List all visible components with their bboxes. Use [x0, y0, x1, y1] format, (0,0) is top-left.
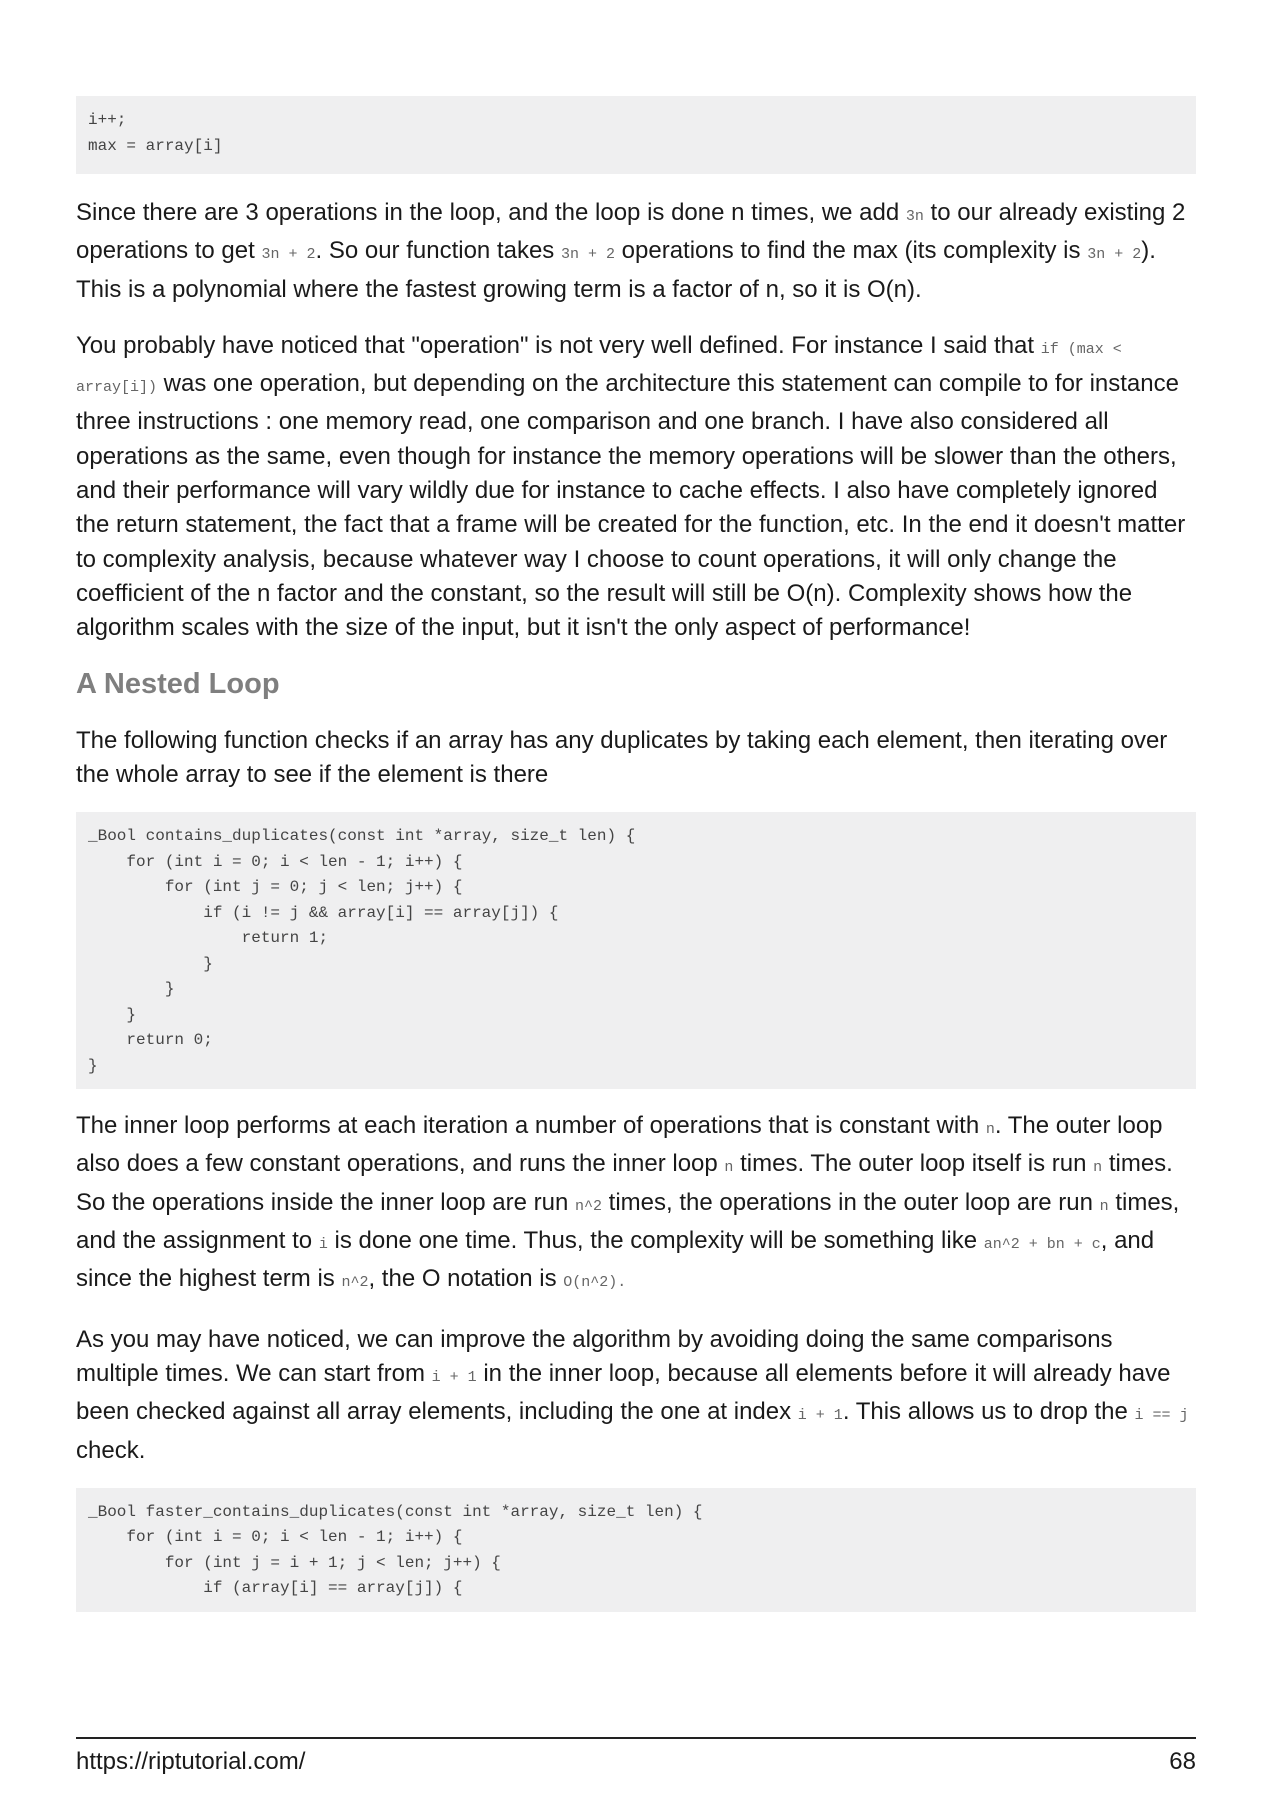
text-run: times, the operations in the outer loop are run	[602, 1188, 1100, 1216]
code-line: }	[88, 954, 213, 973]
code-line: if (i != j && array[i] == array[j]) {	[88, 903, 559, 922]
paragraph	[76, 196, 1196, 307]
page-number: 68	[1169, 1748, 1196, 1775]
code-line: for (int i = 0; i < len - 1; i++) {	[88, 1528, 463, 1547]
text-run: , the O notation is	[368, 1265, 564, 1293]
text-run: . This allows us to drop the	[842, 1398, 1135, 1426]
inline-code: n	[985, 1121, 995, 1139]
text-run: The inner loop performs at each iteration a number of operations that is constant with	[76, 1112, 986, 1140]
paragraph	[76, 1323, 1196, 1468]
text-run: check.	[76, 1436, 146, 1464]
text-run: The following function checks if an array has any duplicates by taking each element, then iterating over the whole array to see if the element is there	[76, 726, 1168, 788]
text-run: is done one time. Thus, the complexity will be something like	[327, 1227, 984, 1255]
inline-code: n^2	[575, 1197, 603, 1215]
code-line: _Bool faster_contains_duplicates(const int *array, size_t len) {	[88, 1502, 703, 1521]
text-run: to our already existing 2 operations to get	[76, 199, 1186, 265]
text-run: , and since the highest term is	[76, 1227, 1155, 1293]
code-line: }	[88, 1005, 137, 1024]
code-line: }	[88, 980, 175, 999]
text-run: ). This is a polynomial where the fastest growing term is a factor of n, so it is O(n).	[76, 237, 1156, 303]
text-run: in the inner loop, because all elements before it will already have been checked against all array elements, including the one at index	[76, 1359, 1171, 1426]
code-line: for (int j = 0; j < len; j++) {	[88, 878, 463, 897]
page-footer	[76, 1737, 1196, 1777]
text-run: times. So the operations inside the inner loop are run	[76, 1150, 1173, 1216]
paragraph	[76, 1109, 1196, 1300]
inline-code: i	[318, 1236, 328, 1254]
text-run: operations to find the max (its complexity is	[614, 237, 1088, 265]
inline-code: i + 1	[797, 1407, 843, 1425]
inline-code: 3n + 2	[560, 246, 615, 264]
paragraph	[76, 329, 1196, 646]
code-block	[76, 1488, 1196, 1612]
paragraph	[76, 724, 1196, 793]
inline-code: O(n^2).	[563, 1274, 627, 1292]
text-run: times. The outer loop itself is run	[733, 1150, 1094, 1178]
text-run: was one operation, but depending on the architecture this statement can compile to for instance three instructions : one memory read, one comparison and one branch. I have also considered all operations as the same, even though for instance the memory operations will be slower than the others, and their performance will vary wildly due for instance to cache effects. I also have completely ignored the return statement, the fact that a frame will be created for the function, etc. In the end it doesn't matter to complexity analysis, because whatever way I choose to count operations, it will only change the coefficient of the n factor and the constant, so the result will still be O(n). Complexity shows how the algorithm scales with the size of the input, but it isn't the only aspect of performance!	[76, 370, 1186, 642]
footer-url-link[interactable]: https://riptutorial.com/	[76, 1748, 306, 1775]
text-run: . The outer loop also does a few constant operations, and runs the inner loop	[76, 1112, 1163, 1178]
inline-code: n	[1093, 1159, 1103, 1177]
page-content	[76, 96, 1196, 1612]
inline-code: i + 1	[431, 1368, 477, 1386]
code-line: for (int i = 0; i < len - 1; i++) {	[88, 852, 463, 871]
inline-code: 3n + 2	[1087, 246, 1142, 264]
inline-code: n^2	[341, 1274, 369, 1292]
code-line: return 1;	[88, 929, 329, 948]
inline-code: if (max < array[i])	[76, 340, 1122, 397]
section-heading: A Nested Loop	[76, 667, 280, 700]
code-line: return 0;	[88, 1031, 213, 1050]
text-run: Since there are 3 operations in the loop, and the loop is done n times, we add	[76, 199, 906, 226]
code-block	[76, 96, 1196, 174]
code-line: i++;	[88, 111, 127, 129]
text-run: You probably have noticed that "operation" is not very well defined. For instance I said that	[76, 331, 1041, 359]
code-line: if (array[i] == array[j]) {	[88, 1579, 463, 1598]
code-line: for (int j = i + 1; j < len; j++) {	[88, 1553, 501, 1572]
code-block	[76, 812, 1196, 1089]
code-line: max = array[i]	[88, 136, 223, 155]
inline-code: n	[724, 1159, 734, 1177]
inline-code: i == j	[1134, 1407, 1189, 1425]
text-run: . So our function takes	[315, 237, 561, 265]
code-line: _Bool contains_duplicates(const int *array, size_t len) {	[88, 827, 636, 846]
code-line: }	[88, 1056, 98, 1075]
inline-code: 3n	[905, 208, 924, 225]
text-run: times, and the assignment to	[76, 1188, 1180, 1255]
inline-code: n	[1099, 1197, 1109, 1215]
text-run: As you may have noticed, we can improve the algorithm by avoiding doing the same comparisons multiple times. We can start from	[76, 1325, 1113, 1387]
inline-code: 3n + 2	[261, 246, 316, 264]
inline-code: an^2 + bn + c	[983, 1236, 1101, 1254]
